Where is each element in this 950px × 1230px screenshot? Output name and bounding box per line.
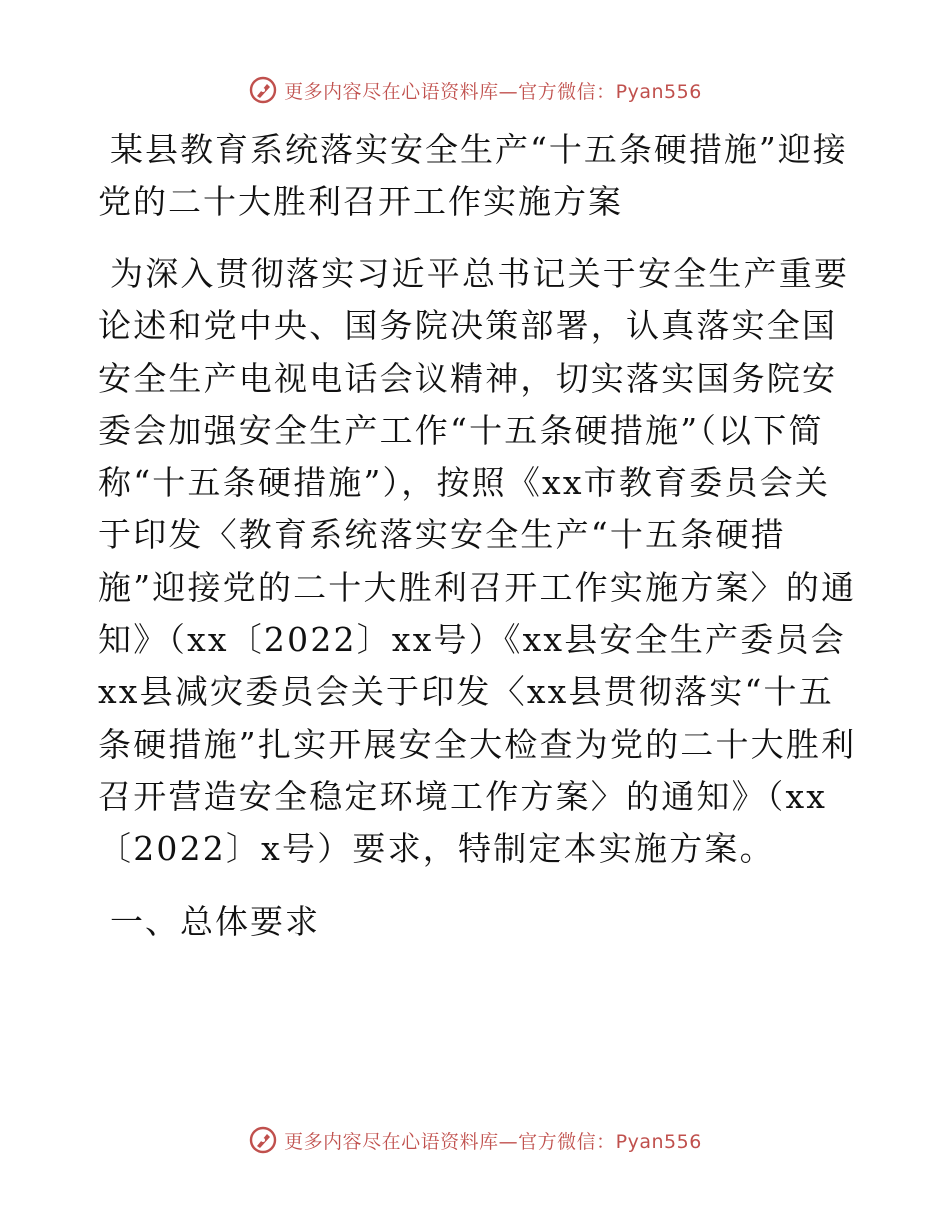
pen-nib-circle-icon — [248, 1125, 278, 1155]
intro-paragraph: 为深入贯彻落实习近平总书记关于安全生产重要论述和党中央、国务院决策部署，认真落实全国安全生产电视电话会议精神，切实落实国务院安委会加强安全生产工作“十五条硬措施”（以下简称“十五条硬措施”），按照《xx市教育委员会关于印发〈教育系统落实安全生产“十五条硬措施”迎接党的二十大胜利召开工作实施方案〉的通知》（xx〔2022〕xx号）《xx县安全生产委员会xx县减灾委员会关于印发〈xx县贯彻落实“十五条硬措施”扎实开展安全大检查为党的二十大胜利召开营造安全稳定环境工作方案〉的通知》（xx〔2022〕x号）要求，特制定本实施方案。 — [98, 254, 857, 869]
document-body — [98, 124, 858, 948]
document-title: 某县教育系统落实安全生产“十五条硬措施”迎接党的二十大胜利召开工作实施方案 — [98, 130, 848, 221]
watermark-text: 更多内容尽在心语资料库—官方微信：Pyan556 — [284, 1130, 702, 1153]
header-watermark-banner — [0, 72, 950, 108]
footer-watermark-banner — [0, 1122, 950, 1158]
watermark-text: 更多内容尽在心语资料库—官方微信：Pyan556 — [284, 80, 702, 103]
header-watermark — [248, 75, 702, 105]
section-heading-1: 一、总体要求 — [110, 901, 320, 941]
footer-watermark — [248, 1125, 702, 1155]
pen-nib-circle-icon — [248, 75, 278, 105]
